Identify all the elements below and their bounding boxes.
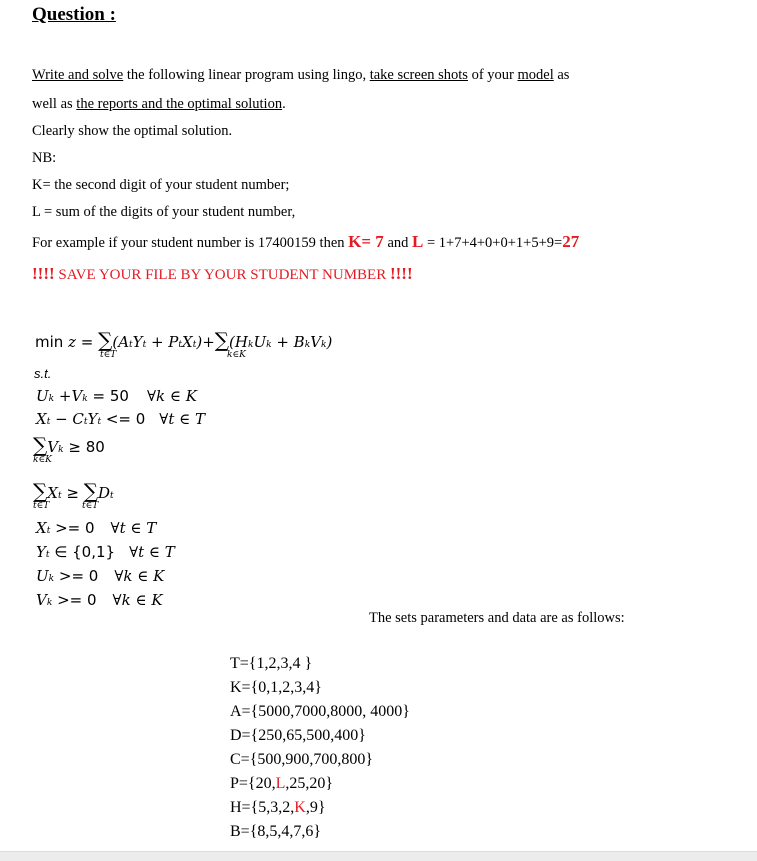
k-definition: K= the second digit of your student number; <box>32 177 290 193</box>
subject-to: s.t. <box>34 366 52 381</box>
write-and-solve: Write and solve <box>32 67 124 83</box>
bound-v: Vk >= 0 ∀k ∈ K <box>36 591 163 609</box>
example-l-letter: L <box>412 232 424 251</box>
objective-index-t: t∈T <box>100 350 117 360</box>
sum-x-index-left: t∈T <box>33 501 50 511</box>
bang-left: !!!! <box>32 264 55 283</box>
l-definition: L = sum of the digits of your student number, <box>32 204 296 220</box>
following-text: the following linear program using lingo, <box>123 67 370 83</box>
nb-line: NB: <box>32 150 57 166</box>
period-text: . <box>282 96 286 112</box>
bound-x: Xt >= 0 ∀t ∈ T <box>36 519 157 537</box>
as-text: as <box>553 67 570 83</box>
save-text: SAVE YOUR FILE BY YOUR STUDENT NUMBER <box>54 267 390 283</box>
take-screen-shots: take screen shots <box>369 67 468 83</box>
question-title: Question : <box>32 4 116 25</box>
example-k: K= 7 <box>348 232 384 251</box>
param-d: D={250,65,500,400} <box>230 727 366 744</box>
well-as-text: well as <box>32 96 77 112</box>
param-h: H={5,3,2,K,9} <box>230 799 326 816</box>
sum-x-index-right: t∈T <box>82 501 99 511</box>
example-l-value: 27 <box>562 232 580 251</box>
bound-y: Yt ∈ {0,1} ∀t ∈ T <box>36 543 175 561</box>
set-k: K={0,1,2,3,4} <box>230 679 322 696</box>
param-a: A={5000,7000,8000, 4000} <box>230 703 410 720</box>
sum-v-index: k∈K <box>33 455 52 465</box>
constraint-xcy: Xt − CtYt <= 0 ∀t ∈ T <box>36 410 206 428</box>
constraint-sum-x: ∑Xt ≥ ∑Dt <box>33 479 114 503</box>
sets-intro: The sets parameters and data are as follows: <box>369 610 625 626</box>
bound-u: Uk >= 0 ∀k ∈ K <box>36 567 165 585</box>
objective-index-k: k∈K <box>227 350 246 360</box>
reports-text: the reports and the optimal solution <box>76 96 283 112</box>
example-line <box>32 232 579 252</box>
param-p-l: L <box>275 775 286 792</box>
intro-line-2 <box>32 96 286 113</box>
param-p: P={20,L,25,20} <box>230 775 334 792</box>
param-b: B={8,5,4,7,6} <box>230 823 322 840</box>
objective-function: min z = ∑(AtYt + PtXt)+∑(HkUk + BkVk) <box>35 328 333 352</box>
constraint-uv: Uk +Vk = 50 ∀k ∈ K <box>36 387 197 405</box>
set-t: T={1,2,3,4 } <box>230 655 313 672</box>
intro-line-1 <box>32 67 569 84</box>
example-sum: = 1+7+4+0+0+1+5+9= <box>423 235 563 251</box>
example-prefix: For example if your student number is 17400159 then <box>32 235 349 251</box>
constraint-sum-v: ∑Vk ≥ 80 <box>33 433 105 457</box>
save-warning <box>32 264 413 284</box>
clearly-line: Clearly show the optimal solution. <box>32 123 233 139</box>
model-word: model <box>517 67 554 83</box>
param-h-k: K <box>294 799 306 816</box>
param-c: C={500,900,700,800} <box>230 751 374 768</box>
example-and: and <box>383 235 412 251</box>
bang-right: !!!! <box>389 264 413 283</box>
of-your-text: of your <box>467 67 518 83</box>
